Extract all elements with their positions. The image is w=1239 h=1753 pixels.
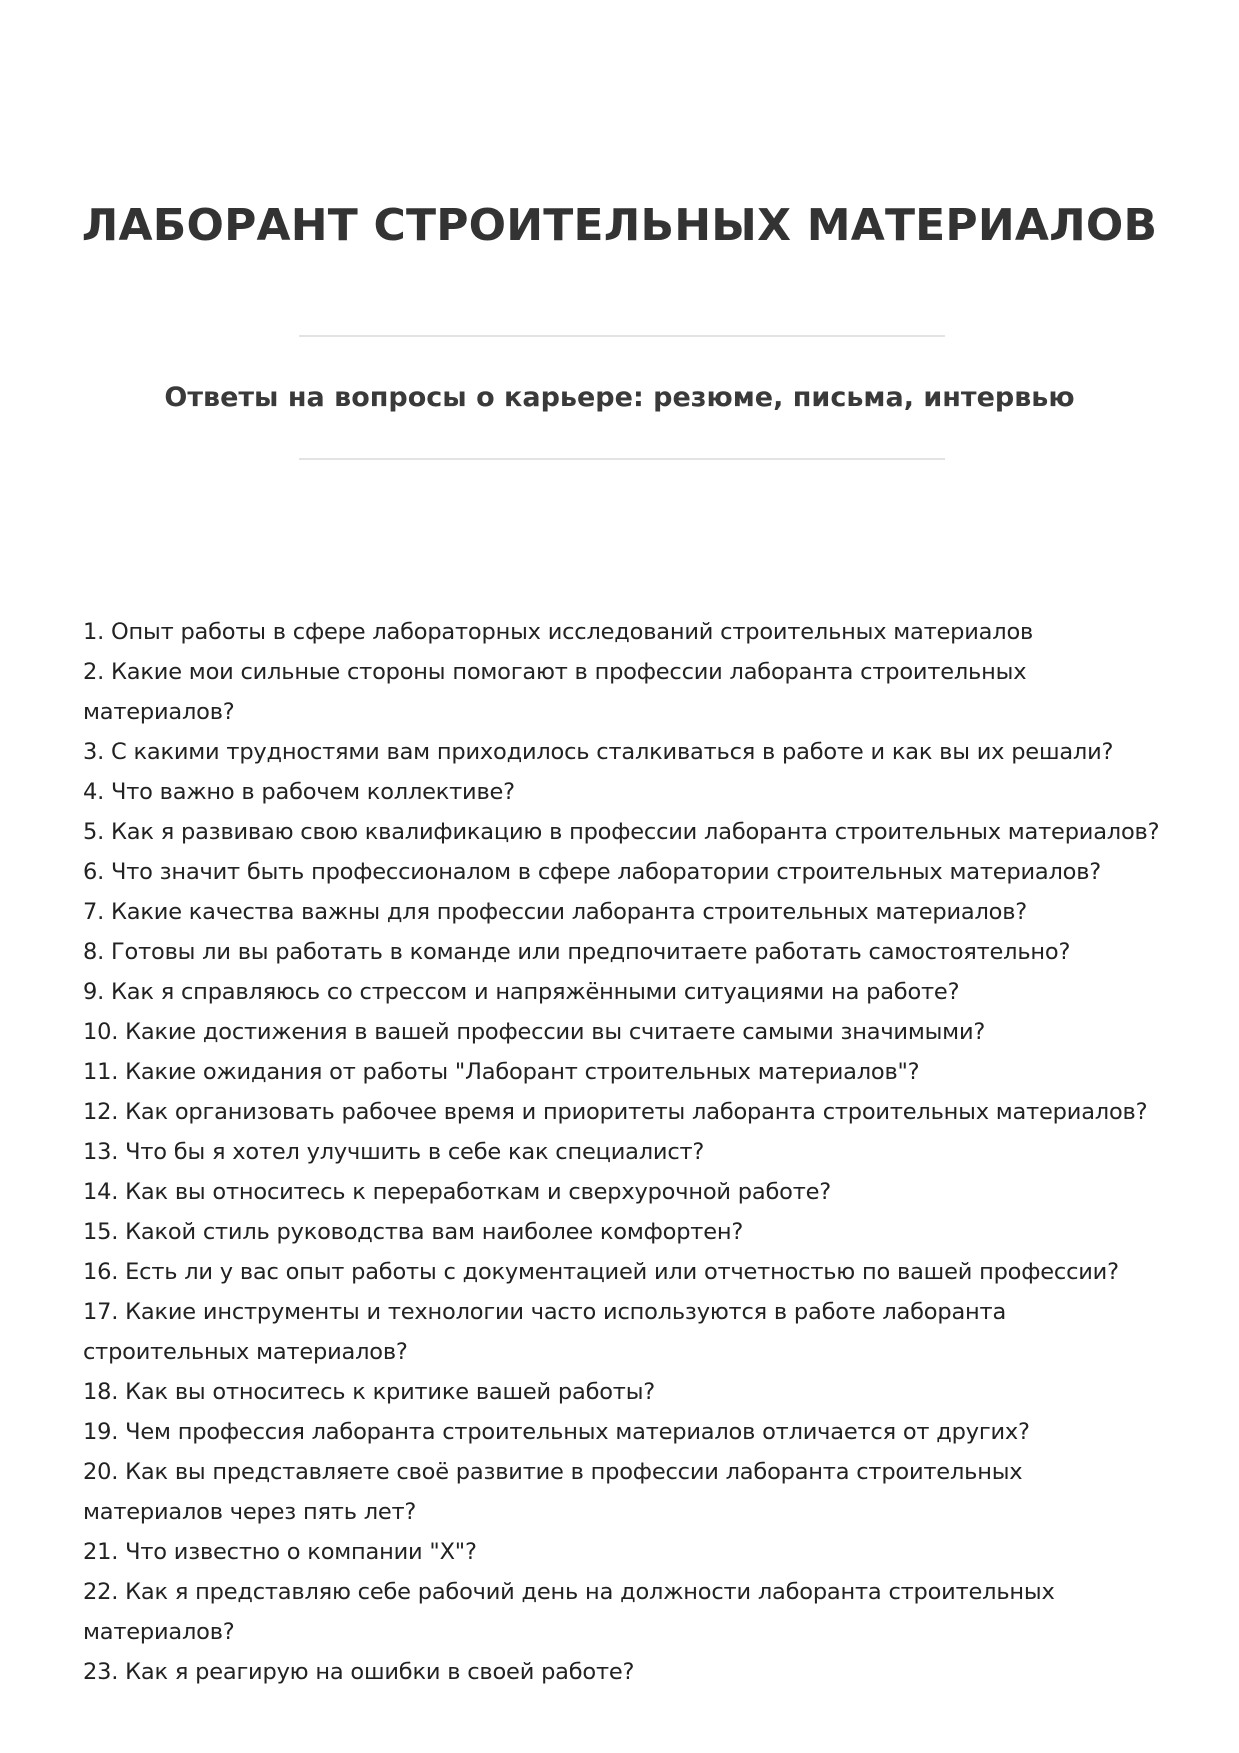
question-item-21: 21. Что известно о компании "X"? bbox=[83, 1539, 477, 1565]
question-item-22: 22. Как я представляю себе рабочий день на должности лаборанта строительных материалов? bbox=[83, 1579, 1055, 1645]
question-item-14: 14. Как вы относитесь к переработкам и сверхурочной работе? bbox=[83, 1179, 831, 1205]
question-item-8: 8. Готовы ли вы работать в команде или предпочитаете работать самостоятельно? bbox=[83, 939, 1071, 965]
question-item-3: 3. С какими трудностями вам приходилось сталкиваться в работе и как вы их решали? bbox=[83, 739, 1114, 765]
question-item-6: 6. Что значит быть профессионалом в сфере лаборатории строительных материалов? bbox=[83, 859, 1102, 885]
question-item-9: 9. Как я справляюсь со стрессом и напряжёнными ситуациями на работе? bbox=[83, 979, 960, 1005]
question-item-16: 16. Есть ли у вас опыт работы с документацией или отчетностью по вашей профессии? bbox=[83, 1259, 1119, 1285]
bottom-divider bbox=[299, 458, 945, 460]
question-item-18: 18. Как вы относитесь к критике вашей работы? bbox=[83, 1379, 656, 1405]
question-item-4: 4. Что важно в рабочем коллективе? bbox=[83, 779, 515, 805]
question-item-10: 10. Какие достижения в вашей профессии вы считаете самыми значимыми? bbox=[83, 1019, 986, 1045]
question-item-2: 2. Какие мои сильные стороны помогают в профессии лаборанта строительных материалов? bbox=[83, 659, 1027, 725]
question-item-13: 13. Что бы я хотел улучшить в себе как специалист? bbox=[83, 1139, 705, 1165]
question-item-7: 7. Какие качества важны для профессии лаборанта строительных материалов? bbox=[83, 899, 1028, 925]
question-item-5: 5. Как я развиваю свою квалификацию в профессии лаборанта строительных материалов? bbox=[83, 819, 1160, 845]
question-item-23: 23. Как я реагирую на ошибки в своей работе? bbox=[83, 1659, 635, 1685]
question-item-20: 20. Как вы представляете своё развитие в профессии лаборанта строительных материалов через пять лет? bbox=[83, 1459, 1023, 1525]
question-item-17: 17. Какие инструменты и технологии часто используются в работе лаборанта строительных материалов? bbox=[83, 1299, 1007, 1365]
page-title: ЛАБОРАНТ СТРОИТЕЛЬНЫХ МАТЕРИАЛОВ bbox=[81, 200, 1158, 251]
top-divider bbox=[299, 335, 945, 337]
question-item-15: 15. Какой стиль руководства вам наиболее комфортен? bbox=[83, 1219, 744, 1245]
page-subtitle: Ответы на вопросы о карьере: резюме, письма, интервью bbox=[164, 382, 1075, 413]
question-item-11: 11. Какие ожидания от работы "Лаборант строительных материалов"? bbox=[83, 1059, 920, 1085]
question-list bbox=[83, 612, 1163, 1692]
question-item-1: 1. Опыт работы в сфере лабораторных исследований строительных материалов bbox=[83, 619, 1034, 645]
question-item-12: 12. Как организовать рабочее время и приоритеты лаборанта строительных материалов? bbox=[83, 1099, 1148, 1125]
question-item-19: 19. Чем профессия лаборанта строительных материалов отличается от других? bbox=[83, 1419, 1030, 1445]
